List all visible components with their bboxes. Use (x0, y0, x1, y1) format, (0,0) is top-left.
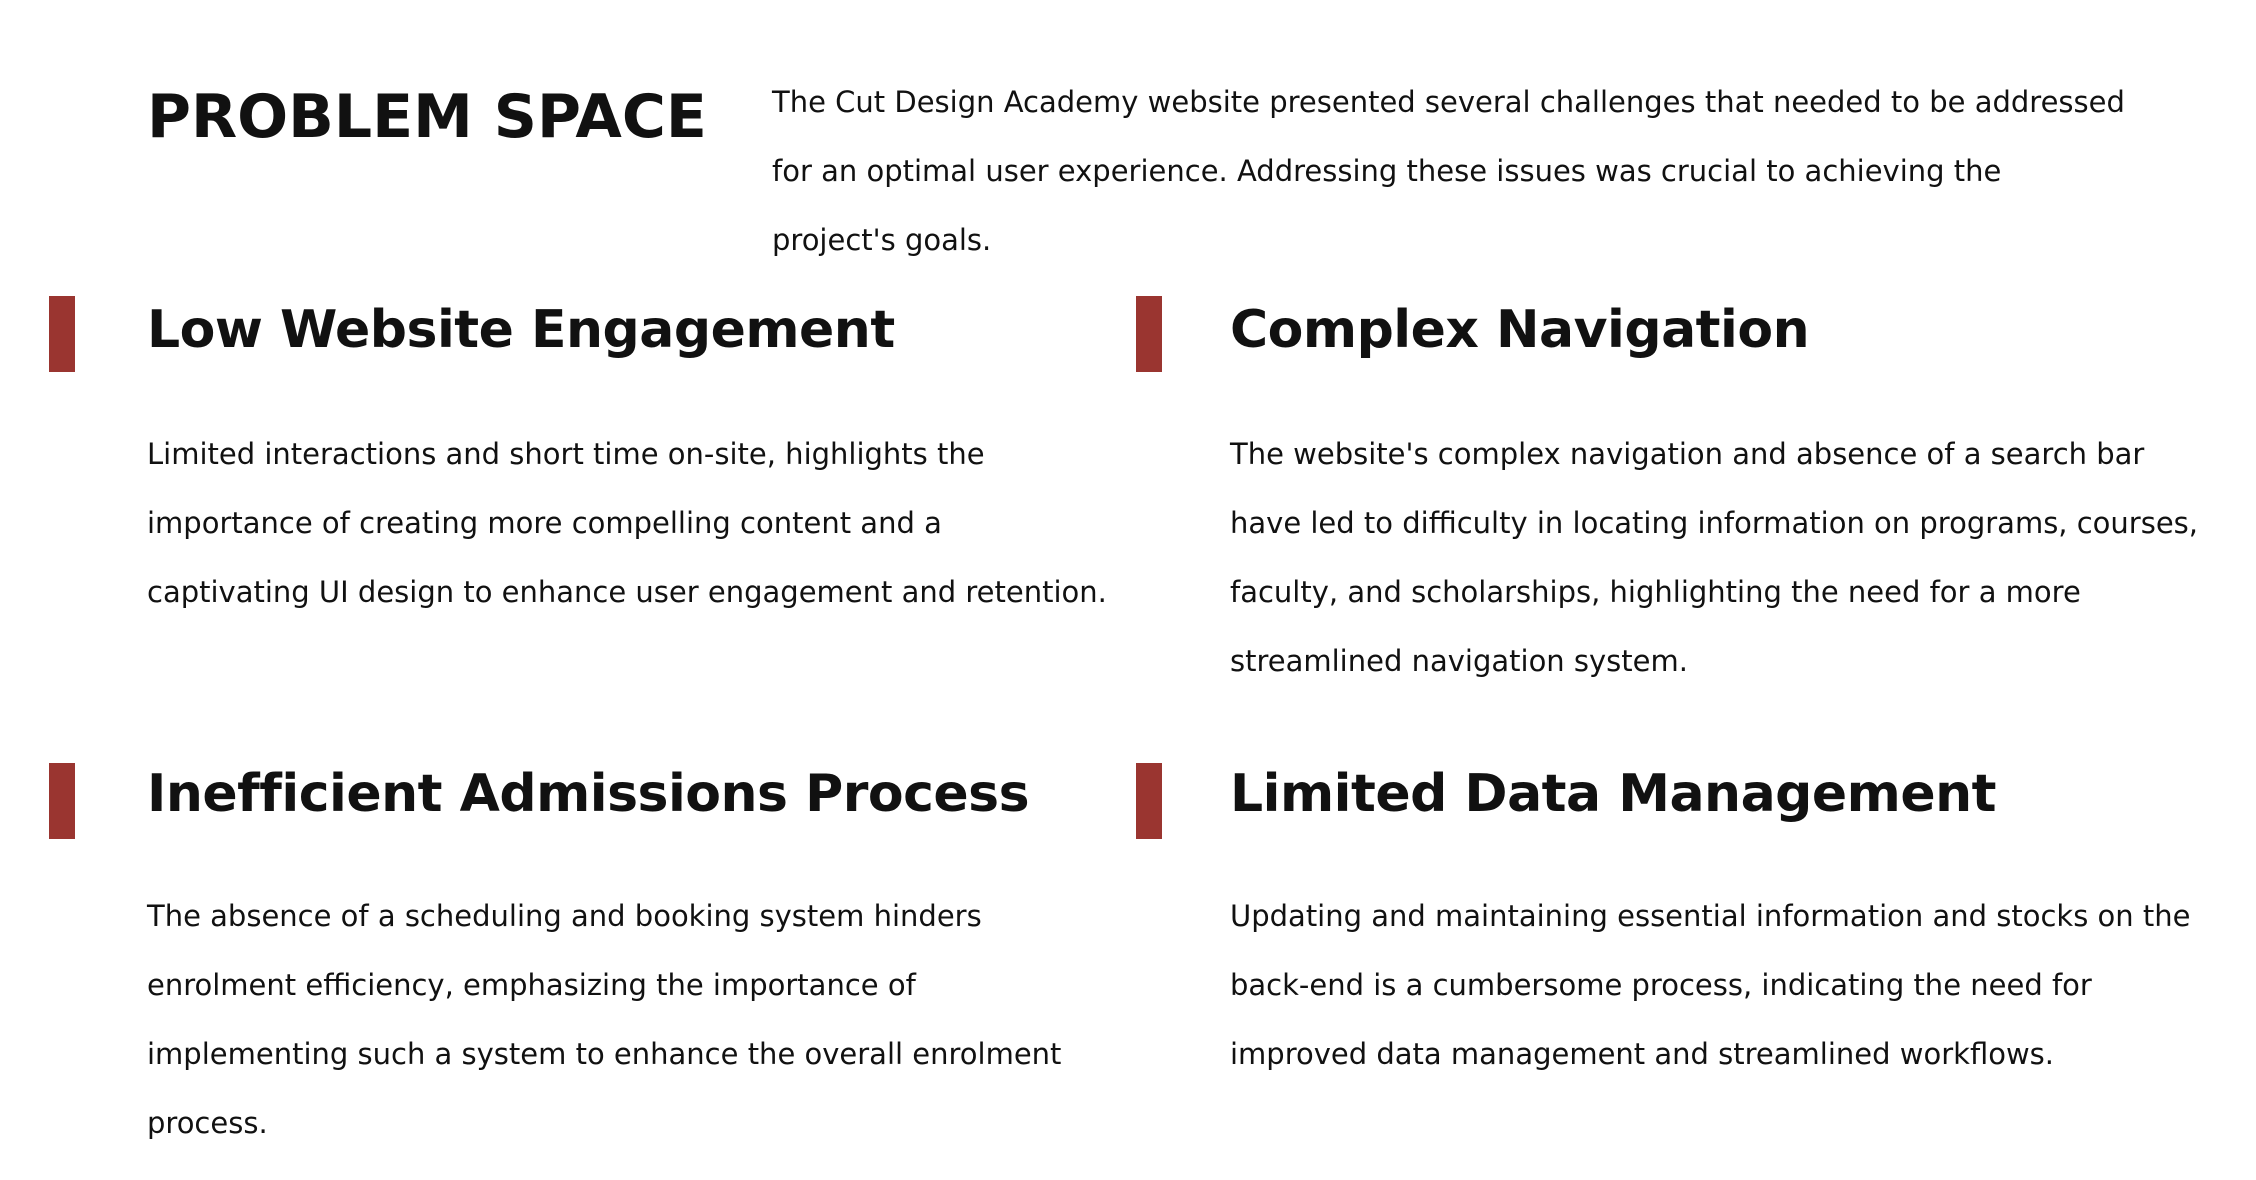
accent-bar-complex-navigation (1136, 296, 1162, 372)
problem-body-limited-data-management: Updating and maintaining essential information and stocks on the back-end is a cumbersome process, indicating the need for improved data management and streamlined workflows. (1230, 899, 2191, 1071)
problem-title-inefficient-admissions-process: Inefficient Admissions Process (147, 764, 1030, 824)
problem-title-limited-data-management: Limited Data Management (1230, 764, 1996, 824)
problem-body-low-website-engagement: Limited interactions and short time on-site, highlights the importance of creating more compelling content and a captivating UI design to enhance user engagement and retention. (147, 437, 1107, 609)
problem-title-complex-navigation: Complex Navigation (1230, 300, 1810, 360)
problem-body-inefficient-admissions-process: The absence of a scheduling and booking system hinders enrolment efficiency, emphasizing the importance of implementing such a system to enhance the overall enrolment process. (147, 899, 1062, 1140)
accent-bar-low-website-engagement (49, 296, 75, 372)
problem-body-complex-navigation: The website's complex navigation and absence of a search bar have led to difficulty in locating information on programs, courses, faculty, and scholarships, highlighting the need for a more streamlined navigation system. (1230, 437, 2199, 678)
accent-bar-inefficient-admissions-process (49, 763, 75, 839)
problem-title-low-website-engagement: Low Website Engagement (147, 300, 895, 360)
intro-paragraph: The Cut Design Academy website presented several challenges that needed to be addressed for an optimal user experience. Addressing these issues was crucial to achieving the project's goals. (772, 85, 2125, 257)
page-title: PROBLEM SPACE (147, 82, 707, 152)
accent-bar-limited-data-management (1136, 763, 1162, 839)
